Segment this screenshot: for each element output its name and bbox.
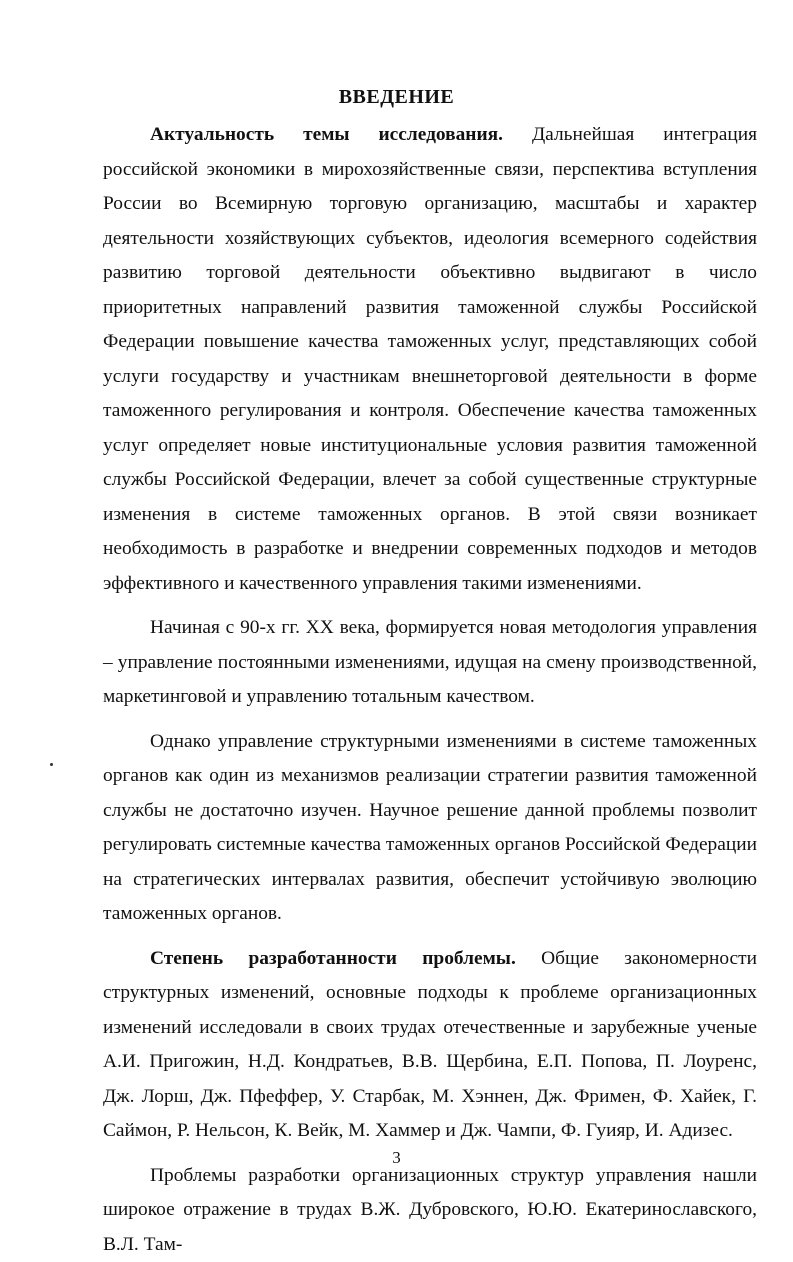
paragraph-text: Начиная с 90-х гг. XX века, формируется новая методология управления – управление постоянными изменениями, идущая на смену производственной, маркетинговой и управлению тотальным качеством.: [103, 617, 757, 707]
paragraph-text: Общие закономерности структурных изменений, основные подходы к проблеме организационных изменений исследовали в своих трудах отечественные и зарубежные ученые А.И. Пригожин, Н.Д. Кондратьев, В.В. Щербина, Е.П. Попова, П. Лоуренс, Дж. Лорш, Дж. Пфеффер, У. Старбак, М. Хэннен, Дж. Фримен, Ф. Хайек, Г. Саймон, Р. Нельсон, К. Вейк, М. Хаммер и Дж. Чампи, Ф. Гуияр, И. Адизес.: [103, 948, 757, 1142]
paragraph-text: Дальнейшая интеграция российской экономики в мирохозяйственные связи, перспектива вступления России во Всемирную торговую организацию, масштабы и характер деятельности хозяйствующих субъектов, идеология всемерного содействия развитию торговой деятельности объективно выдвигают в число приоритетных направлений развития таможенной службы Российской Федерации повышение качества таможенных услуг, представляющих собой услуги государству и участникам внешнеторговой деятельности в форме таможенного регулирования и контроля. Обеспечение качества таможенных услуг определяет новые институциональные условия развития таможенной службы Российской Федерации, влечет за собой существенные структурные изменения в системе таможенных органов. В этой связи возникает необходимость в разработке и внедрении современных подходов и методов эффективного и качественного управления такими изменениями.: [103, 124, 757, 594]
body-text: [103, 118, 757, 1262]
paragraph-lead: Актуальность темы исследования.: [150, 124, 503, 145]
page-title: ВВЕДЕНИЕ: [0, 86, 793, 109]
paragraph-text: Однако управление структурными изменениями в системе таможенных органов как один из механизмов реализации стратегии развития таможенной службы не достаточно изучен. Научное решение данной проблемы позволит регулировать системные качества таможенных органов Российской Федерации на стратегических интервалах развития, обеспечит устойчивую эволюцию таможенных органов.: [103, 731, 757, 925]
page-number: 3: [0, 1148, 793, 1168]
paragraph-org-structures: [103, 1159, 757, 1262]
paragraph-methodology: [103, 611, 757, 715]
paragraph-development-degree: [103, 942, 757, 1149]
paragraph-problem: [103, 725, 757, 932]
paragraph-relevance: [103, 118, 757, 601]
paragraph-text: Проблемы разработки организационных структур управления нашли широкое отражение в трудах В.Ж. Дубровского, Ю.Ю. Екатеринославского, В.Л. Там-: [103, 1165, 757, 1255]
paragraph-lead: Степень разработанности проблемы.: [150, 948, 516, 969]
scan-speck: [50, 763, 53, 766]
